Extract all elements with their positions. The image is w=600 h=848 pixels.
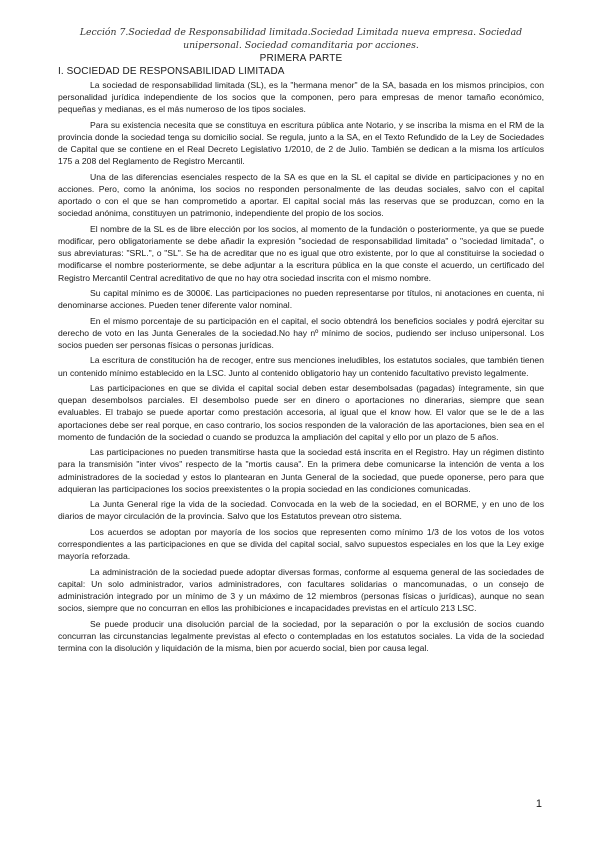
paragraph-general-meeting: La Junta General rige la vida de la sociedad. Convocada en la web de la sociedad, en el BORME, y en uno de los diarios de mayor circulación de la provincia. Salvo que los Estatutos prevean otro sistema. [58,499,544,522]
paragraph-transfers: Las participaciones no pueden transmitirse hasta que la sociedad está inscrita en el Registro. Hay un régimen distinto para la transmisión "inter vivos" respecto de la "mortis causa". En la primera debe comunicarse la intención de venta a los administradores de la sociedad y estos lo plantearan en Junta General de la sociedad, que puede oponerse, pero para que adquieran las participaciones los socios preexistentes o la propia sociedad en las condiciones comunicadas. [58,447,544,494]
page-number: 1 [535,798,542,810]
paragraph-dissolution: Se puede producir una disolución parcial de la sociedad, por la separación o por la exclusión de socios cuando concurran las circunstancias legalmente previstas al efecto o contempladas en los estatutos sociales. La vida de la sociedad termina con la disolución y liquidación de la misma, bien por acuerdo social, bien por causa legal. [58,618,544,653]
paragraph-intro: La sociedad de responsabilidad limitada (SL), es la "hermana menor" de la SA, basada en los mismos principios, con personalidad jurídica independiente de los socios que la componen, pero para empresas de menor tamaño económico, pequeñas y medianas, es el más numeroso de los tipos sociales. [58,80,544,115]
document-page [58,26,544,657]
paragraph-company-name: El nombre de la SL es de libre elección por los socios, al momento de la fundación o posteriormente, ya que se puede modificar, pero obligatoriamente se debe añadir la expresión "sociedad de responsabilidad limitada" o "sociedad limitada", o sus abreviaturas: "SRL.", o "SL". Se ha de acreditar que no es igual que otro existente, por lo que al constituirse la sociedad o modificarse el nombre posteriormente, se debe adjuntar a la escritura pública en la que conste el acuerdo, un certificado del Registro Mercantil Central acreditativo de que no hay otra sociedad inscrita con el mismo nombre. [58,223,544,283]
paragraph-partner-rights: En el mismo porcentaje de su participación en el capital, el socio obtendrá los beneficios sociales y podrá ejercitar su derecho de voto en las Junta Generales de la sociedad.No hay nº mínimo de socios, pudiendo ser incluso unipersonal. Los socios pueden ser personas físicas o personas jurídicas. [58,315,544,350]
section-title: I. SOCIEDAD DE RESPONSABILIDAD LIMITADA [58,66,285,77]
paragraph-resolutions: Los acuerdos se adoptan por mayoría de los socios que representen como mínimo 1/3 de los votos de los votos correspondientes a las participaciones en que se divida del capital social, salvo supuestos especiales en los que la Ley exige mayoría reforzada. [58,526,544,562]
paragraph-minimum-capital: Su capital mínimo es de 3000€. Las participaciones no pueden representarse por títulos, ni anotaciones en cuenta, ni denominarse acciones. Pueden tener diferente valor nominal. [58,288,544,311]
lesson-header: Lección 7.Sociedad de Responsabilidad limitada.Sociedad Limitada nueva empresa. Sociedad unipersonal. Sociedad comanditaria por acciones. [79,27,523,51]
part-title: PRIMERA PARTE [259,53,343,64]
paragraph-administration: La administración de la sociedad puede adoptar diversas formas, conforme al esquema general de las sociedades de capital: Un solo administrador, varios administradores, con facultares solidarias o mancomunadas, o un consejo de administración integrado por un mínimo de 3 y un máximo de 12 miembros (personas físicas o jurídicas), aunque no sean socios, siempre que no concurran en ellos las prohibiciones e incapacidades previstas en el artículo 213 LSC. [58,566,544,614]
paragraph-bylaws: La escritura de constitución ha de recoger, entre sus menciones ineludibles, los estatutos sociales, que también tienen un contenido mínimo establecido en la LSC. Junto al contenido obligatorio hay un contenido facultativo previsto legalmente. [58,355,544,378]
paragraph-contributions: Las participaciones en que se divida el capital social deben estar desembolsadas (pagadas) íntegramente, sin que quepan desembolsos parciales. El desembolso puede ser en dinero o aportaciones no dinerarias, siempre que sean evaluables. El trabajo se puede aportar como prestación accesoria, al igual que el know how. El valor que se le de a las aportaciones debe ser real porque, en caso contrario, los socios responden de la valoración de las aportaciones, bien sea en el momento de fundación de la sociedad o cuando se produzca la ampliación del capital y ello por un plazo de 5 años. [58,382,544,442]
paragraph-constitution: Para su existencia necesita que se constituya en escritura pública ante Notario, y se inscriba la misma en el RM de la provincia donde la sociedad tenga su domicilio social. Se regula, junto a la SA, en el Texto Refundido de la Ley de Sociedades de Capital que se contiene en el Real Decreto Legislativo 1/2010, de 2 de Julio. También se dedican a la misma los artículos 175 a 208 del Reglamento de Registro Mercantil. [58,119,544,167]
paragraph-capital-differences: Una de las diferencias esenciales respecto de la SA es que en la SL el capital se divide en participaciones y no en acciones. Pero, como la anónima, los socios no responden personalmente de las deudas sociales, salvo con el capital aportado o con el que se han comprometido a aportar. El capital social más las reservas que se produzcan, como en la sociedad anónima, constituyen un patrimonio, independiente del propio de los socios. [58,171,544,219]
